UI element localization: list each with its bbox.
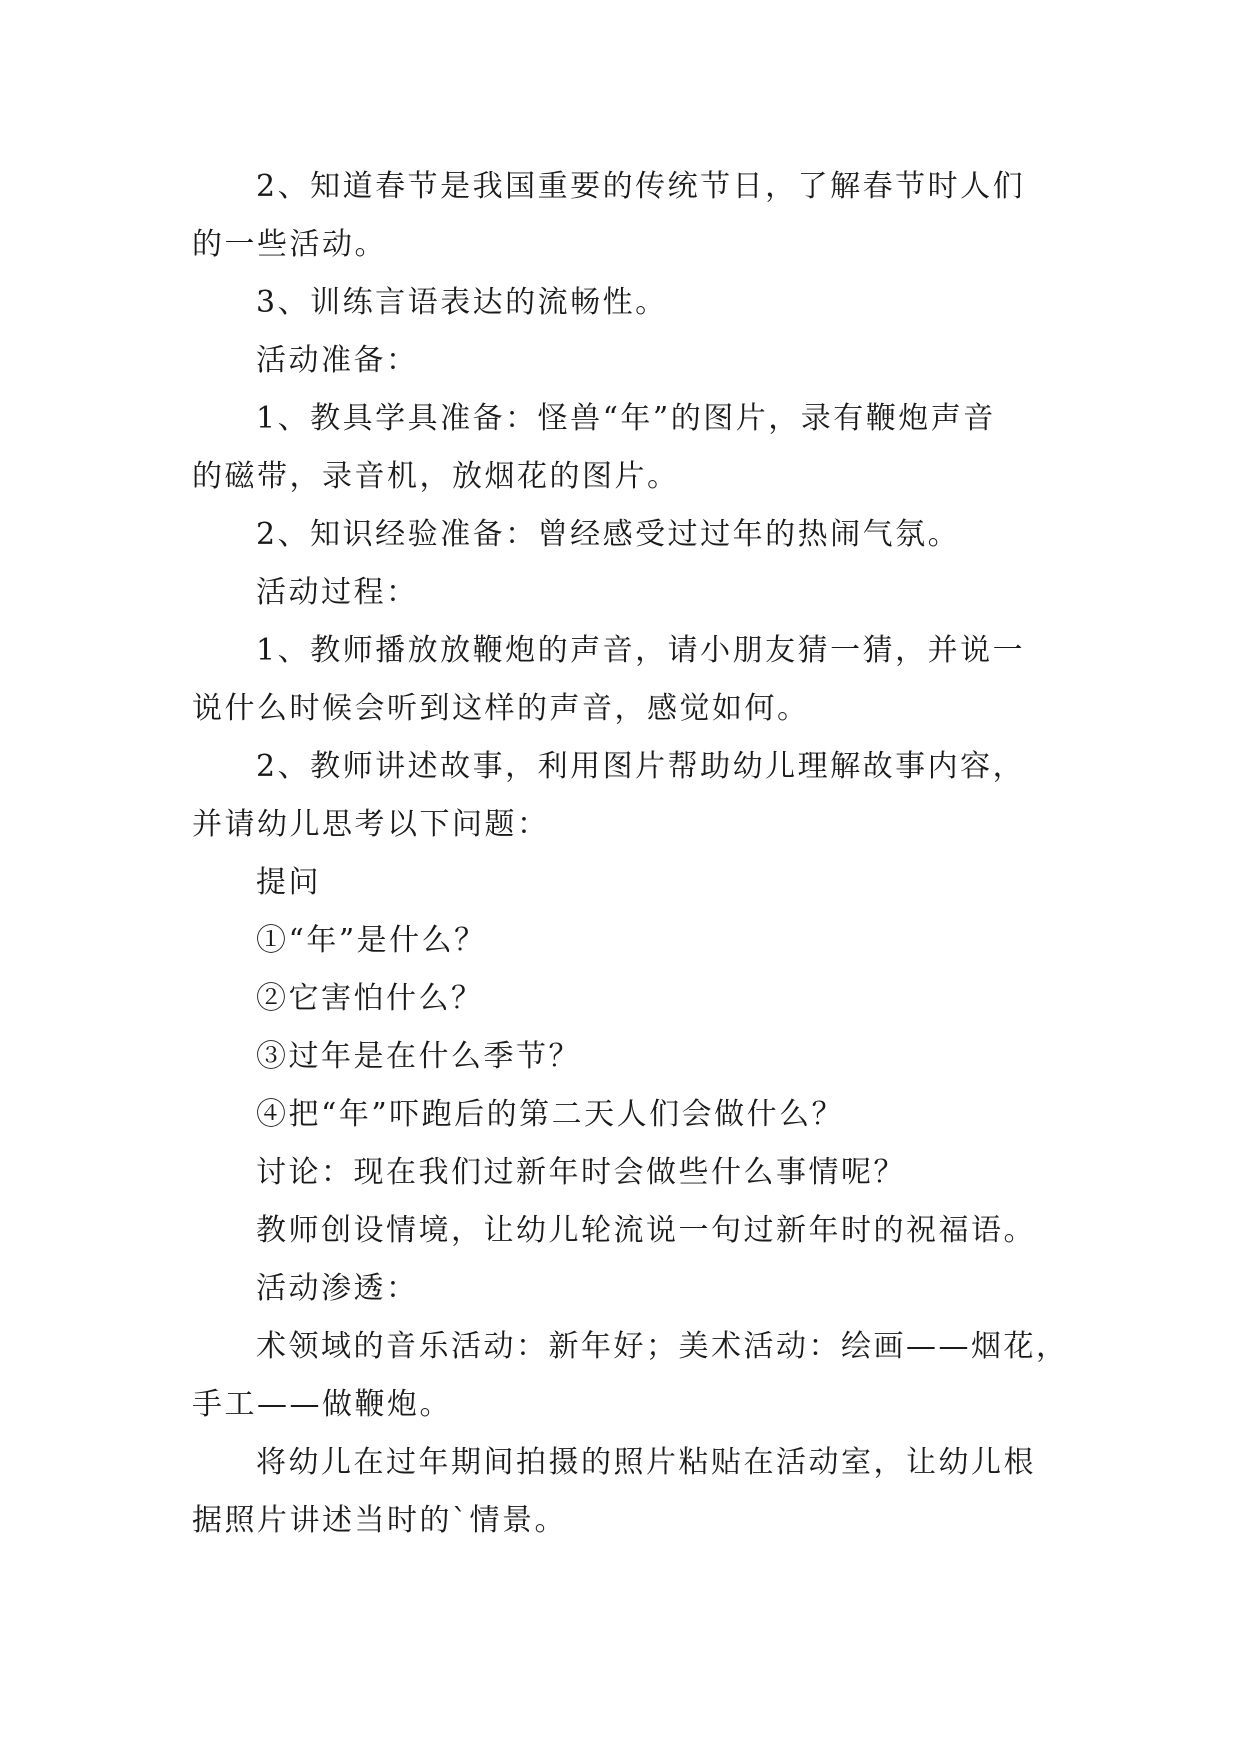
text-line: 2、知道春节是我国重要的传统节日，了解春节时人们: [256, 169, 1026, 204]
text-line: 1、教具学具准备：怪兽“年”的图片，录有鞭炮声音: [256, 401, 996, 436]
text-line: 据照片讲述当时的`情景。: [192, 1503, 567, 1538]
text-line: 2、知识经验准备：曾经感受过过年的热闹气氛。: [256, 517, 961, 552]
question-item: ③过年是在什么季节？: [256, 1039, 581, 1074]
question-item: ②它害怕什么？: [256, 981, 484, 1016]
text-line: 提问: [256, 865, 321, 900]
text-line: 说什么时候会听到这样的声音，感觉如何。: [192, 691, 810, 726]
question-item: ④把“年”吓跑后的第二天人们会做什么？: [256, 1097, 845, 1132]
document-body: [192, 158, 1072, 1550]
text-line: 的磁带，录音机，放烟花的图片。: [192, 459, 680, 494]
text-line: 教师创设情境，让幼儿轮流说一句过新年时的祝福语。: [256, 1213, 1036, 1248]
section-heading: 活动过程：: [256, 575, 419, 610]
section-heading: 活动准备：: [256, 343, 419, 378]
text-line: 手工——做鞭炮。: [192, 1387, 452, 1422]
question-item: ①“年”是什么？: [256, 923, 487, 958]
text-line: 术领域的音乐活动：新年好；美术活动：绘画——烟花，: [256, 1329, 1069, 1364]
text-line: 讨论：现在我们过新年时会做些什么事情呢？: [256, 1155, 906, 1190]
section-heading: 活动渗透：: [256, 1271, 419, 1306]
text-line: 3、训练言语表达的流畅性。: [256, 285, 668, 320]
text-line: 1、教师播放放鞭炮的声音，请小朋友猜一猜，并说一: [256, 633, 1026, 668]
text-line: 并请幼儿思考以下问题：: [192, 807, 550, 842]
text-line: 2、教师讲述故事，利用图片帮助幼儿理解故事内容，: [256, 749, 1026, 784]
text-line: 将幼儿在过年期间拍摄的照片粘贴在活动室，让幼儿根: [256, 1445, 1036, 1480]
text-line: 的一些活动。: [192, 227, 387, 262]
